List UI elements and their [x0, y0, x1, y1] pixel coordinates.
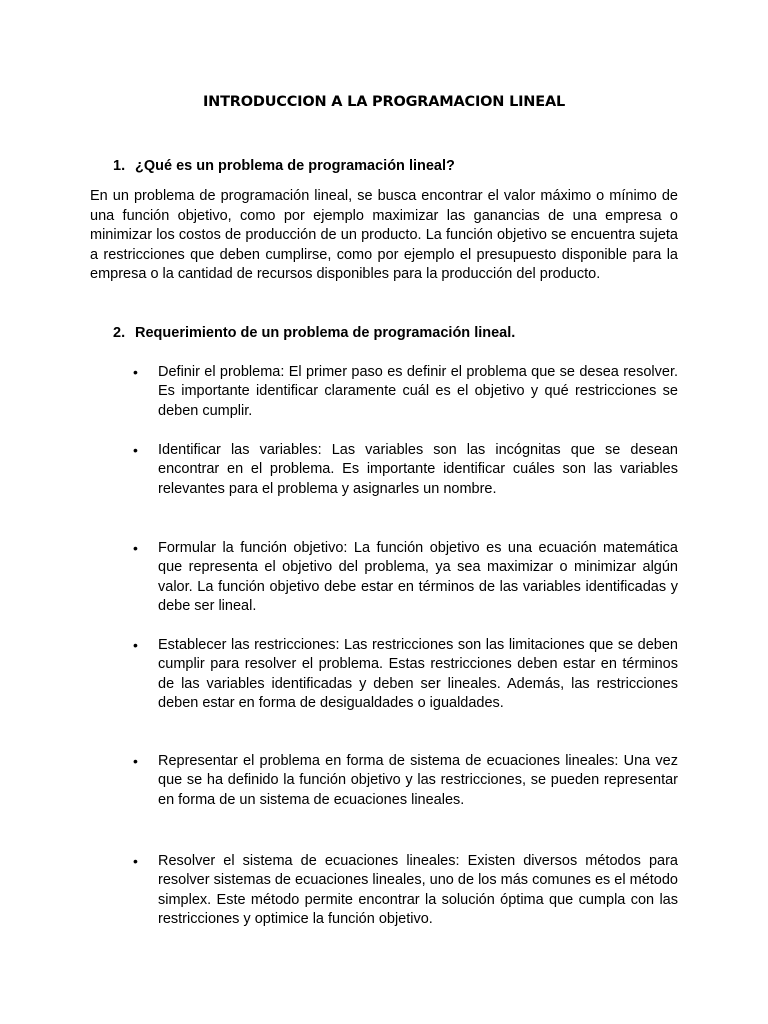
section-1-paragraph: En un problema de programación lineal, se busca encontrar el valor máximo o mínimo de una función objetivo, como por ejemplo maximizar las ganancias de una empresa o minimizar los costos de producción de un producto. La función objetivo se encuentra sujeta a restricciones que deben cumplirse, como por ejemplo el presupuesto disponible para la empresa o la cantidad de recursos disponibles para la producción del producto.	[90, 188, 678, 283]
list-item-text: Resolver el sistema de ecuaciones lineales: Existen diversos métodos para resolver sistemas de ecuaciones lineales, uno de los más comunes es el método simplex. Este método permite encontrar la solución óptima que cumpla con las restricciones y optimice la función objetivo.	[158, 853, 678, 928]
section-2-heading	[113, 324, 515, 342]
bullet-icon: •	[133, 637, 138, 653]
bullet-icon: •	[133, 442, 138, 458]
bullet-icon: •	[133, 364, 138, 380]
page-title: INTRODUCCION A LA PROGRAMACION LINEAL	[202, 94, 566, 110]
list-item-text: Representar el problema en forma de sistema de ecuaciones lineales: Una vez que se ha definido la función objetivo y las restricciones, se pueden representar en forma de un sistema de ecuaciones lineales.	[158, 753, 678, 808]
section-1-number: 1.	[113, 158, 126, 174]
list-item-text: Formular la función objetivo: La función objetivo es una ecuación matemática que representa el objetivo del problema, ya sea maximizar o minimizar algún valor. La función objetivo debe estar en términos de las variables identificadas y debe ser lineal.	[158, 540, 678, 615]
list-item-text: Definir el problema: El primer paso es definir el problema que se desea resolver. Es importante identificar claramente cuál es el objetivo y qué restricciones se deben cumplir.	[158, 364, 678, 419]
bullet-icon: •	[133, 540, 138, 556]
list-item-text: Establecer las restricciones: Las restricciones son las limitaciones que se deben cumplir para resolver el problema. Estas restricciones deben estar en términos de las variables identificadas y deben ser lineales. Además, las restricciones deben estar en forma de desigualdades o igualdades.	[158, 637, 678, 712]
section-1-heading	[113, 157, 455, 175]
bullet-icon: •	[133, 853, 138, 869]
section-2-heading-text: Requerimiento de un problema de programación lineal.	[135, 325, 516, 341]
list-item-text: Identificar las variables: Las variables son las incógnitas que se desean encontrar en el problema. Es importante identificar cuáles son las variables relevantes para el problema y asignarles un nombre.	[158, 442, 678, 497]
section-2-number: 2.	[113, 325, 126, 341]
section-1-heading-text: ¿Qué es un problema de programación lineal?	[135, 158, 455, 174]
bullet-icon: •	[133, 753, 138, 769]
